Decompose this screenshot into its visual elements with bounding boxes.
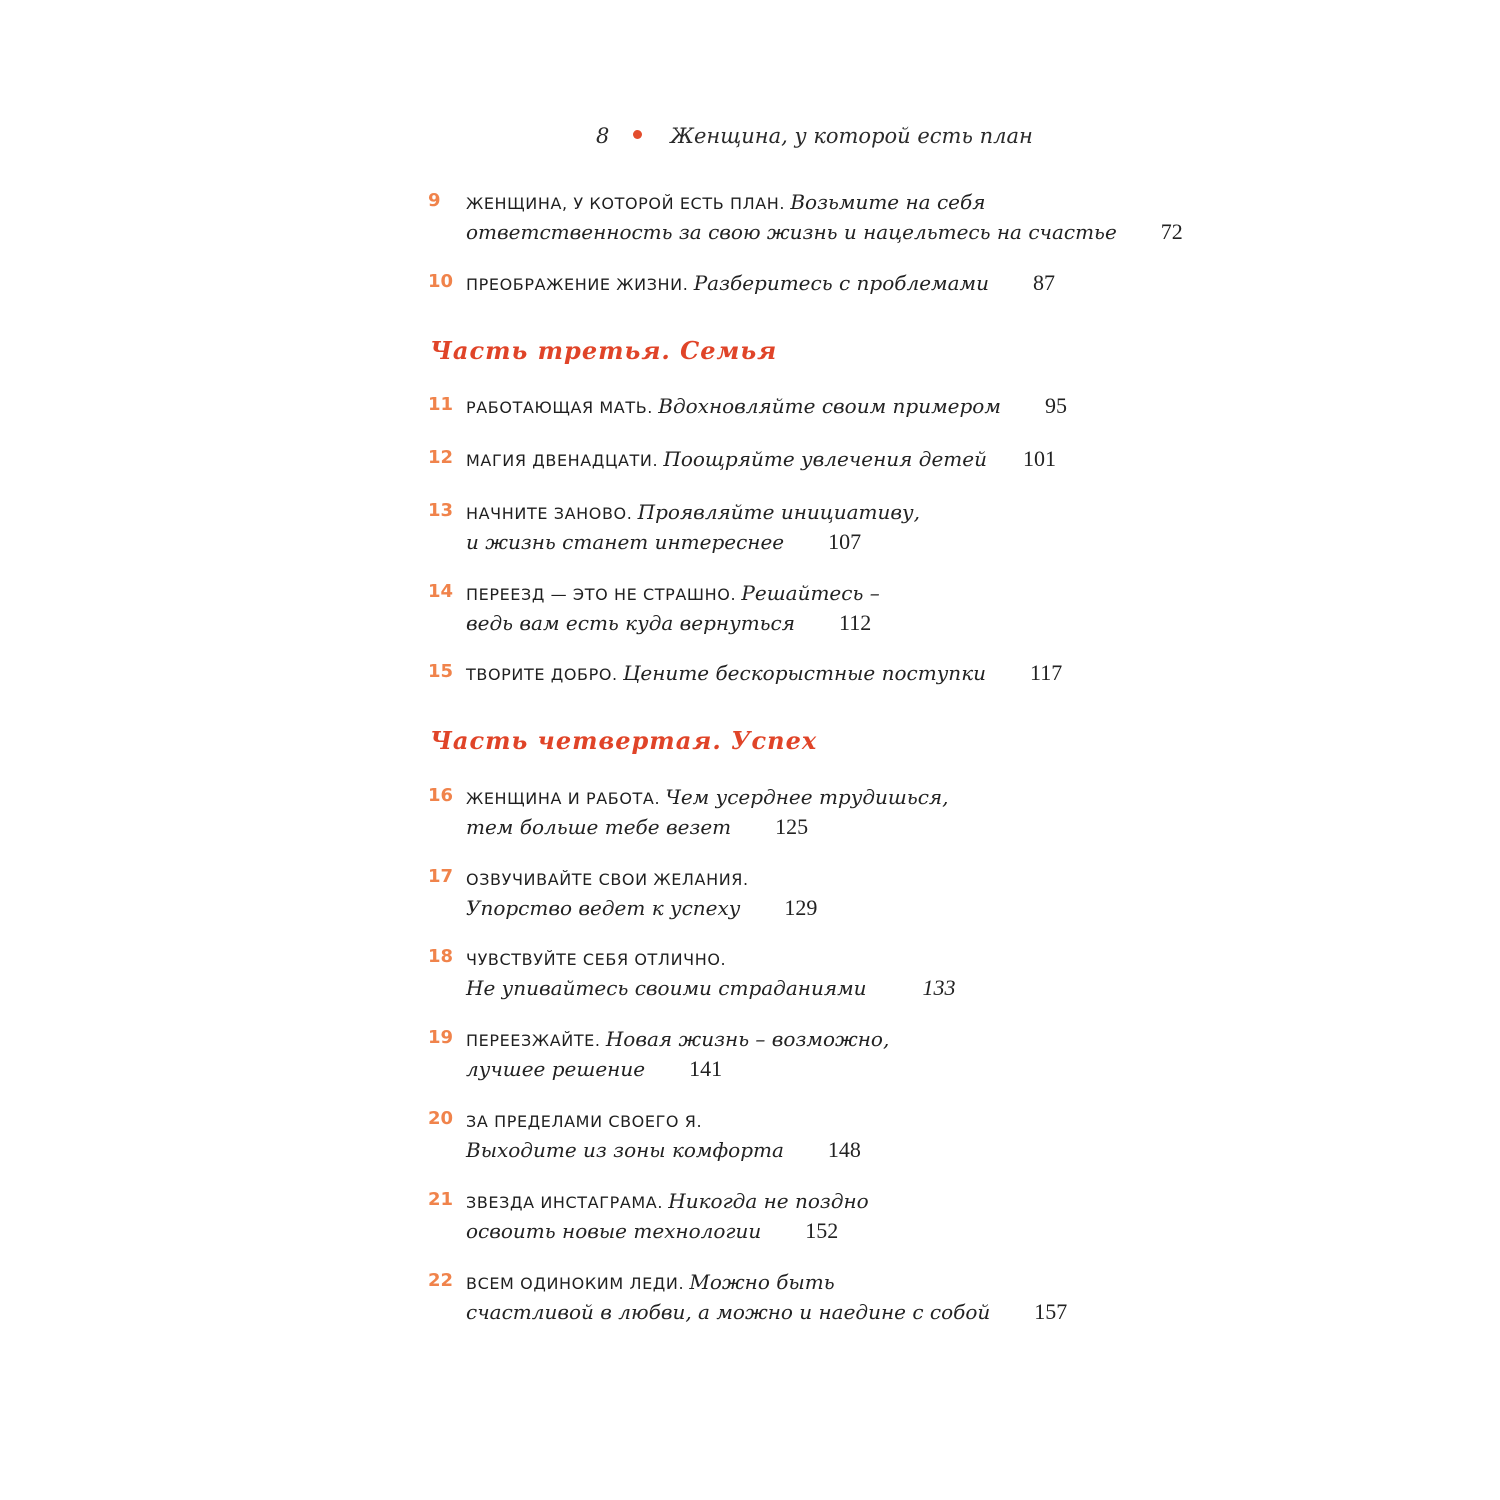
chapter-subtitle-cont: освоить новые технологии — [466, 1219, 762, 1243]
running-title: Женщина, у которой есть план — [670, 124, 1033, 148]
chapter-title: ВСЕМ ОДИНОКИМ ЛЕДИ. — [466, 1274, 685, 1293]
chapter-number: 10 — [428, 271, 454, 292]
page-ref: 125 — [775, 814, 809, 839]
chapter-number: 17 — [428, 866, 454, 887]
chapter-subtitle: Вдохновляйте своим примером — [658, 394, 1001, 418]
page-ref: 148 — [827, 1137, 861, 1162]
chapter-title: ЧУВСТВУЙТЕ СЕБЯ ОТЛИЧНО. — [466, 950, 727, 969]
page-ref: 133 — [922, 975, 956, 1000]
chapter-title: ТВОРИТЕ ДОБРО. — [466, 665, 618, 684]
page-ref: 72 — [1160, 219, 1183, 244]
page-ref: 152 — [805, 1218, 839, 1243]
chapter-title: НАЧНИТЕ ЗАНОВО. — [466, 504, 633, 523]
chapter-title: ЗА ПРЕДЕЛАМИ СВОЕГО Я. — [466, 1112, 703, 1131]
chapter-subtitle: Поощряйте увлечения детей — [663, 447, 987, 471]
bullet-dot-icon — [633, 130, 642, 139]
page-ref: 157 — [1034, 1299, 1068, 1324]
chapter-subtitle-cont: счастливой в любви, а можно и наедине с собой — [466, 1300, 991, 1324]
chapter-number: 22 — [428, 1270, 454, 1291]
chapter-title: ЖЕНЩИНА И РАБОТА. — [466, 789, 661, 808]
chapter-subtitle: Новая жизнь – возможно, — [605, 1027, 890, 1051]
chapter-subtitle: Возьмите на себя — [790, 190, 986, 214]
chapter-number: 9 — [428, 190, 441, 211]
running-header — [596, 124, 1033, 148]
page-ref: 87 — [1033, 270, 1055, 295]
chapter-subtitle: Чем усерднее трудишься, — [665, 785, 949, 809]
chapter-title: ПРЕОБРАЖЕНИЕ ЖИЗНИ. — [466, 275, 689, 294]
page-number: 8 — [596, 124, 610, 148]
chapter-number: 21 — [428, 1189, 454, 1210]
chapter-subtitle: Разберитесь с проблемами — [693, 271, 989, 295]
chapter-title: ПЕРЕЕЗД — ЭТО НЕ СТРАШНО. — [466, 585, 737, 604]
chapter-title: РАБОТАЮЩАЯ МАТЬ. — [466, 398, 653, 417]
chapter-number: 18 — [428, 946, 454, 967]
chapter-subtitle-cont: Упорство ведет к успеху — [466, 896, 741, 920]
chapter-subtitle: Можно быть — [689, 1270, 835, 1294]
chapter-number: 19 — [428, 1027, 454, 1048]
chapter-subtitle-cont: ответственность за свою жизнь и нацельтесь на счастье — [466, 220, 1117, 244]
chapter-number: 20 — [428, 1108, 454, 1129]
chapter-subtitle-cont: Выходите из зоны комфорта — [466, 1138, 784, 1162]
page-ref: 112 — [839, 610, 872, 635]
page-ref: 117 — [1030, 660, 1063, 685]
page-ref: 129 — [784, 895, 818, 920]
chapter-number: 16 — [428, 785, 454, 806]
chapter-title: МАГИЯ ДВЕНАДЦАТИ. — [466, 451, 659, 470]
chapter-number: 11 — [428, 394, 454, 415]
page-ref: 141 — [689, 1056, 723, 1081]
page-ref: 107 — [828, 529, 862, 554]
chapter-number: 15 — [428, 661, 454, 682]
chapter-subtitle-cont: лучшее решение — [466, 1057, 646, 1081]
chapter-number: 12 — [428, 447, 454, 468]
part-heading: Часть четвертая. Успех — [430, 726, 818, 755]
part-heading: Часть третья. Семья — [430, 336, 778, 365]
chapter-subtitle: Проявляйте инициативу, — [637, 500, 920, 524]
chapter-number: 14 — [428, 581, 454, 602]
chapter-subtitle: Решайтесь – — [741, 581, 880, 605]
chapter-title: ЗВЕЗДА ИНСТАГРАМА. — [466, 1193, 664, 1212]
chapter-subtitle: Цените бескорыстные поступки — [622, 661, 987, 685]
page-ref: 101 — [1022, 446, 1056, 471]
chapter-title: ПЕРЕЕЗЖАЙТЕ. — [466, 1031, 601, 1050]
chapter-subtitle-cont: тем больше тебе везет — [466, 815, 732, 839]
chapter-subtitle-cont: и жизнь станет интереснее — [466, 530, 785, 554]
page-ref: 95 — [1044, 393, 1067, 418]
chapter-subtitle-cont: ведь вам есть куда вернуться — [466, 611, 796, 635]
chapter-title: ЖЕНЩИНА, У КОТОРОЙ ЕСТЬ ПЛАН. — [466, 194, 786, 213]
chapter-number: 13 — [428, 500, 454, 521]
chapter-subtitle: Никогда не поздно — [668, 1189, 869, 1213]
chapter-title: ОЗВУЧИВАЙТЕ СВОИ ЖЕЛАНИЯ. — [466, 870, 749, 889]
chapter-subtitle-cont: Не упивайтесь своими страданиями — [466, 976, 867, 1000]
